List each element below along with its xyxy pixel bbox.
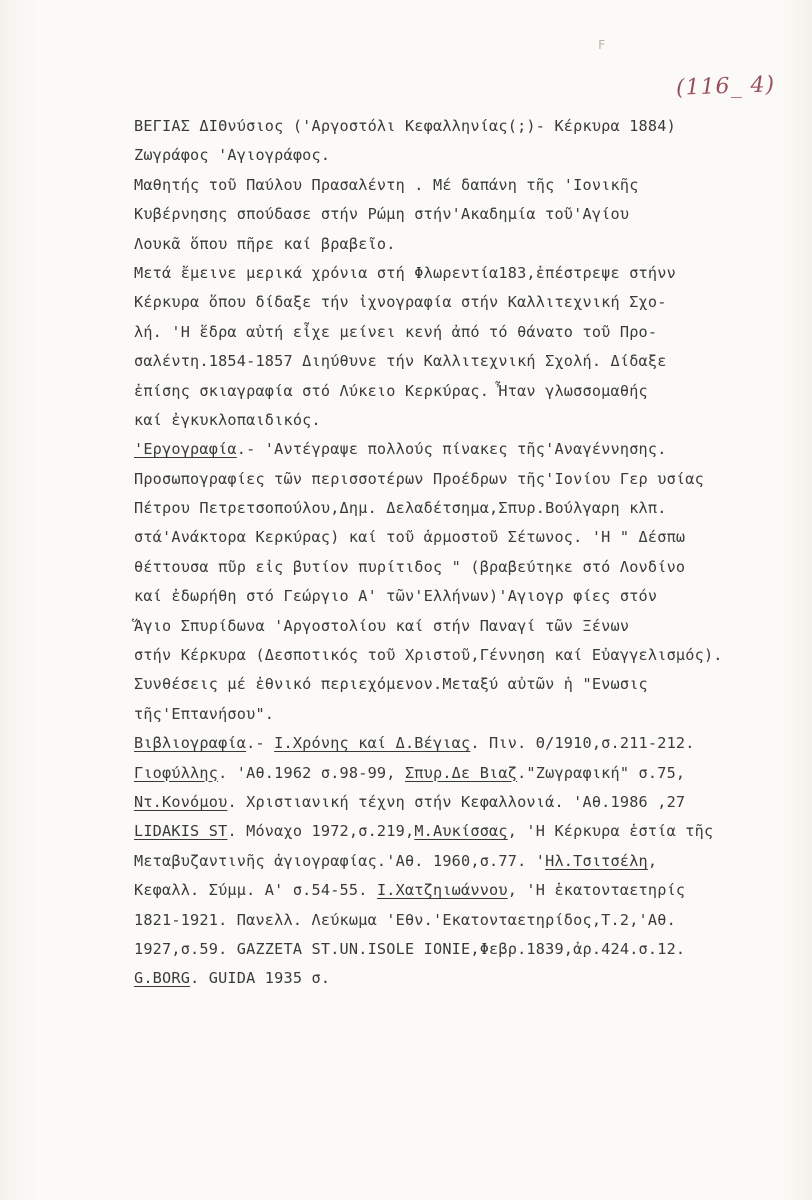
text-segment: καί ἐγκυκλοπαιδικός.	[134, 410, 321, 429]
text-segment: . Μόναχο 1972,σ.219,	[227, 822, 415, 841]
text-segment: καί ἐδωρήθη στό Γεώργιο Α' τῶν'Ελλήνων)'Αγιογρ φίες στόν	[134, 587, 658, 606]
text-segment: λή. 'Η ἕδρα αὐτή εἶχε μείνει κενή ἀπό τό θάνατο τοῦ Προ-	[134, 322, 658, 341]
text-segment: . GUIDA 1935 σ.	[190, 969, 331, 988]
underlined-text: G.BORG	[134, 969, 191, 988]
text-line	[134, 435, 794, 464]
text-segment: Συνθέσεις μέ ἐθνικό περιεχόμενον.Μεταξύ αὐτῶν ἡ "Ενωσις	[134, 675, 648, 694]
underlined-text: Μ.Αυκίσσας	[414, 822, 508, 841]
text-line	[134, 612, 794, 641]
text-segment: τῆς'Επτανήσου".	[134, 704, 275, 723]
text-line	[134, 141, 794, 170]
text-line	[134, 906, 794, 935]
text-segment: Ἅγιο Σπυρίδωνα 'Αργοστολίου καί στήν Παναγί τῶν Ξένων	[134, 616, 630, 635]
text-segment: .-	[246, 734, 275, 753]
underlined-text: Ηλ.Τσιτσέλη	[545, 851, 648, 870]
text-segment: θέττουσα πῦρ εἰς βυτίον πυρίτιδος " (βραβεύτηκε στό Λονδίνο	[134, 557, 686, 576]
underlined-text: Σπυρ.Δε Βιαζ	[404, 763, 518, 782]
text-segment: 1821-1921. Πανελλ. Λεύκωμα 'Εθν.'Εκατονταετηρίδος,Τ.2,'Αθ.	[134, 910, 676, 929]
underlined-text: Ι.Χατζηιωάννου	[376, 881, 508, 900]
text-line	[134, 318, 794, 347]
handwritten-reference-note: (116_ 4)	[675, 72, 776, 101]
text-line	[134, 347, 794, 376]
text-line	[134, 700, 794, 729]
text-line	[134, 876, 794, 905]
text-segment: Λουκᾶ ὅπου πῆρε καί βραβεῖο.	[134, 234, 396, 253]
stamp-mark: F	[598, 38, 606, 52]
text-line	[134, 465, 794, 494]
text-segment: , 'Η Κέρκυρα ἑστία τῆς	[507, 822, 714, 841]
text-segment: Πέτρου Πετρετσοπούλου,Δημ. Δελαδέτσημα,Σπυρ.Βούλγαρη κλπ.	[134, 499, 667, 518]
underlined-text: LIDAKIS ST	[134, 822, 228, 841]
text-line	[134, 553, 794, 582]
text-segment: σαλέντη.1854-1857 Διηύθυνε τήν Καλλιτεχνική Σχολή. Δίδαξε	[134, 352, 667, 371]
text-line	[134, 523, 794, 552]
text-segment: ΒΕΓΙΑΣ ΔΙΘνύσιος ('Αργοστόλι Κεφαλληνίας(;)- Κέρκυρα 1884)	[134, 117, 676, 135]
text-segment: Μεταβυζαντινῆς ἁγιογραφίας.'Αθ. 1960,σ.77. '	[134, 851, 546, 870]
text-line	[134, 847, 794, 876]
text-line	[134, 406, 794, 435]
text-line	[134, 729, 794, 758]
text-segment: Ζωγράφος 'Αγιογράφος.	[134, 146, 331, 165]
text-line	[134, 964, 794, 993]
underlined-text: Ι.Χρόνης καί Δ.Βέγιας	[274, 734, 471, 753]
text-segment: . 'Αθ.1962 σ.98-99,	[218, 763, 405, 782]
underlined-text: Ντ.Κονόμου	[134, 792, 228, 811]
text-line	[134, 670, 794, 699]
text-segment: , 'Η ἑκατονταετηρίς	[507, 881, 686, 900]
text-line	[134, 494, 794, 523]
underlined-text: Γιοφύλλης	[134, 763, 219, 782]
text-segment: Μαθητής τοῦ Παύλου Πρασαλέντη . Μέ δαπάνη τῆς 'Ιονικῆς	[134, 175, 639, 194]
text-line	[134, 112, 794, 141]
text-segment: Μετά ἔμεινε μερικά χρόνια στή Φλωρεντία183,ἐπέστρεψε στήνν	[134, 263, 676, 282]
text-segment: Προσωπογραφίες τῶν περισσοτέρων Προέδρων τῆς'Ιονίου Γερ υσίας	[134, 469, 704, 488]
underlined-text: 'Εργογραφία	[134, 440, 237, 459]
text-segment: Κεφαλλ. Σύμμ. Α' σ.54-55.	[134, 881, 377, 900]
text-line	[134, 259, 794, 288]
text-segment: 1927,σ.59. GAZZETA ST.UN.ISOLE IONIE,Φεβρ.1839,ἀρ.424.σ.12.	[134, 939, 686, 958]
text-segment: . Πιν. Θ/1910,σ.211-212.	[470, 734, 695, 753]
text-line	[134, 788, 794, 817]
text-segment: Κέρκυρα ὅπου δίδαξε τήν ἰχνογραφία στήν Καλλιτεχνική Σχο-	[134, 293, 667, 312]
text-line	[134, 200, 794, 229]
text-segment: .- 'Αντέγραψε πολλούς πίνακες τῆς'Αναγέννησης.	[236, 440, 667, 459]
underlined-text: Βιβλιογραφία	[134, 734, 247, 753]
document-body	[134, 112, 794, 994]
text-line	[134, 641, 794, 670]
text-line	[134, 935, 794, 964]
text-line	[134, 288, 794, 317]
text-segment: στά'Ανάκτορα Κερκύρας) καί τοῦ ἁρμοστοῦ Σέτωνος. 'Η " Δέσπω	[134, 528, 686, 547]
text-line	[134, 582, 794, 611]
text-line	[134, 171, 794, 200]
text-segment: ἐπίσης σκιαγραφία στό Λύκειο Κερκύρας. Ἦταν γλωσσομαθής	[134, 381, 648, 400]
text-line	[134, 230, 794, 259]
text-line	[134, 817, 794, 846]
text-segment: . Χριστιανική τέχνη στήν Κεφαλλονιά. 'Αθ.1986 ,27	[227, 792, 686, 811]
text-segment: Κυβέρνησης σπούδασε στήν Ρώμη στήν'Ακαδημία τοῦ'Αγίου	[134, 205, 630, 224]
text-segment: ."Ζωγραφική" σ.75,	[517, 763, 686, 782]
text-segment: ,	[647, 851, 658, 870]
text-line	[134, 377, 794, 406]
text-segment: στήν Κέρκυρα (Δεσποτικός τοῦ Χριστοῦ,Γέννηση καί Εὐαγγελισμός).	[134, 646, 723, 665]
text-line	[134, 759, 794, 788]
